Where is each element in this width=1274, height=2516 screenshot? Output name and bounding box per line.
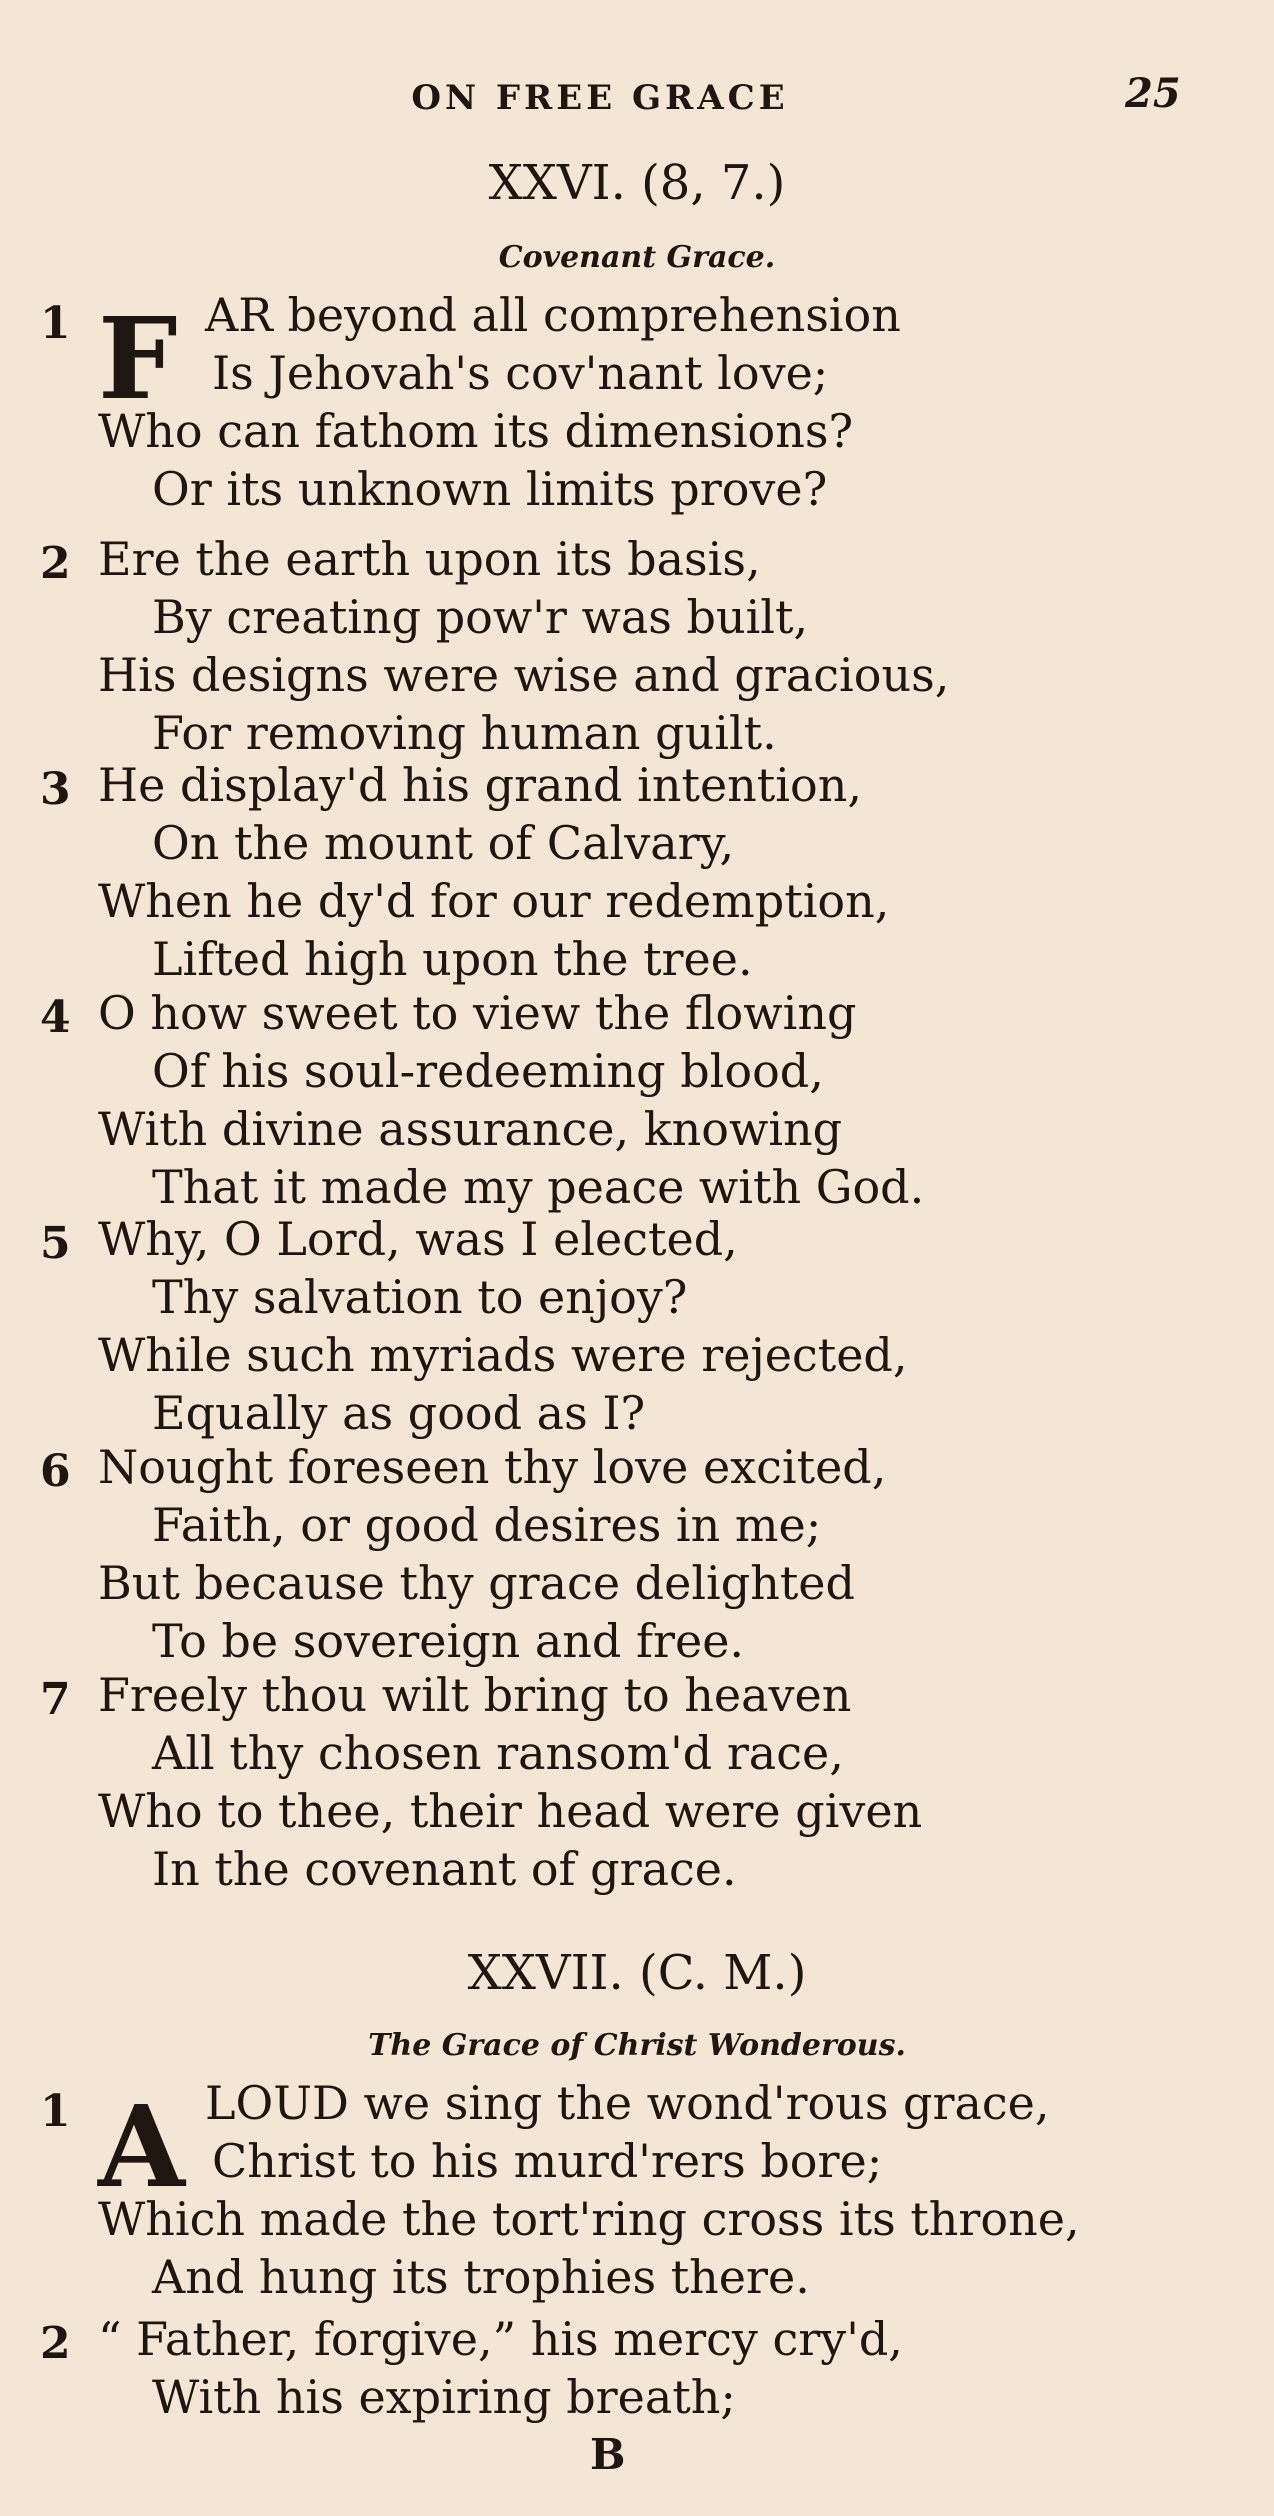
verse-line: With his expiring breath; xyxy=(152,2370,736,2424)
verse-line: But because thy grace delighted xyxy=(98,1556,855,1610)
verse-line: “ Father, forgive,” his mercy cry'd, xyxy=(98,2312,903,2366)
verse-number: 2 xyxy=(40,2318,71,2369)
verse-line: Equally as good as I? xyxy=(152,1386,646,1440)
verse-line: Ere the earth upon its basis, xyxy=(98,532,761,586)
verse-number: 4 xyxy=(40,992,71,1043)
running-header: ON FREE GRACE xyxy=(411,78,789,118)
verse-line: Faith, or good desires in me; xyxy=(152,1498,822,1552)
verse-line: LOUD we sing the wond'rous grace, xyxy=(205,2076,1050,2130)
hymn-27-subtitle: The Grace of Christ Wonderous. xyxy=(368,2028,906,2063)
verse-number: 5 xyxy=(40,1218,71,1269)
verse-line: Why, O Lord, was I elected, xyxy=(98,1212,738,1266)
verse-line: And hung its trophies there. xyxy=(152,2250,810,2304)
verse-line: Thy salvation to enjoy? xyxy=(152,1270,688,1324)
verse-line: When he dy'd for our redemption, xyxy=(98,874,890,928)
verse-line: While such myriads were rejected, xyxy=(98,1328,908,1382)
verse-line: Of his soul-redeeming blood, xyxy=(152,1044,824,1098)
verse-number: 1 xyxy=(40,298,71,349)
verse-line: His designs were wise and gracious, xyxy=(98,648,950,702)
drop-cap: A xyxy=(98,2082,185,2213)
verse-line: Christ to his murd'rers bore; xyxy=(212,2134,883,2188)
verse-line: Nought foreseen thy love excited, xyxy=(98,1440,887,1494)
hymn-26-title: XXVI. (8, 7.) xyxy=(488,155,786,211)
verse-number: 7 xyxy=(40,1674,71,1725)
verse-line: Who can fathom its dimensions? xyxy=(98,404,854,458)
drop-cap: F xyxy=(98,294,178,425)
hymn-27-title: XXVII. (C. M.) xyxy=(467,1945,807,2001)
verse-number: 1 xyxy=(40,2086,71,2137)
page-number: 25 xyxy=(1125,70,1181,117)
verse-line: AR beyond all comprehension xyxy=(205,288,901,342)
verse-number: 3 xyxy=(40,764,71,815)
verse-line: O how sweet to view the flowing xyxy=(98,986,857,1040)
verse-line: Who to thee, their head were given xyxy=(98,1784,923,1838)
verse-line: With divine assurance, knowing xyxy=(98,1102,843,1156)
verse-line: In the covenant of grace. xyxy=(152,1842,737,1896)
verse-line: He display'd his grand intention, xyxy=(98,758,862,812)
verse-number: 6 xyxy=(40,1446,71,1497)
verse-line: Which made the tort'ring cross its throne, xyxy=(98,2192,1080,2246)
hymn-26-subtitle: Covenant Grace. xyxy=(498,240,776,275)
verse-line: That it made my peace with God. xyxy=(152,1160,925,1214)
verse-line: On the mount of Calvary, xyxy=(152,816,735,870)
verse-line: Is Jehovah's cov'nant love; xyxy=(212,346,829,400)
verse-line: For removing human guilt. xyxy=(152,706,777,760)
verse-line: All thy chosen ransom'd race, xyxy=(152,1726,844,1780)
verse-line: Freely thou wilt bring to heaven xyxy=(98,1668,852,1722)
signature-mark: B xyxy=(590,2430,626,2479)
verse-line: Or its unknown limits prove? xyxy=(152,462,828,516)
verse-line: By creating pow'r was built, xyxy=(152,590,809,644)
verse-line: Lifted high upon the tree. xyxy=(152,932,753,986)
verse-number: 2 xyxy=(40,538,71,589)
verse-line: To be sovereign and free. xyxy=(152,1614,745,1668)
